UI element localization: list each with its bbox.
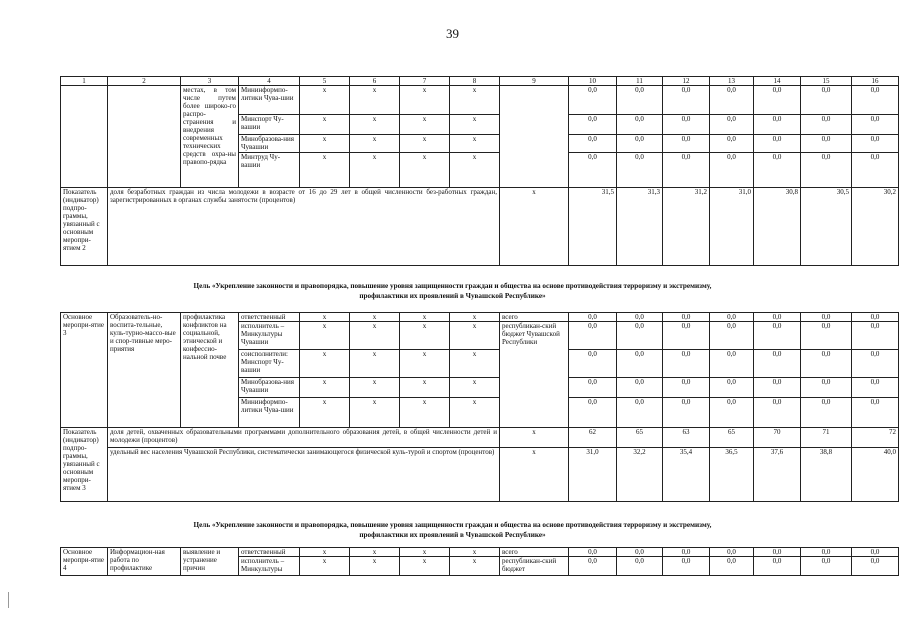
value-cell: 0,0	[569, 153, 617, 188]
value-cell: 62	[569, 428, 617, 448]
x-cell: x	[350, 115, 400, 135]
x-cell: x	[350, 350, 400, 378]
col-num: 9	[500, 77, 569, 86]
x-cell: x	[500, 428, 569, 448]
value-cell: 0,0	[617, 86, 663, 115]
x-cell: x	[400, 398, 450, 428]
x-cell: x	[400, 115, 450, 135]
value-cell: 0,0	[754, 398, 801, 428]
value-cell: 30,2	[852, 188, 899, 266]
source-cell: республикан-ский бюджет	[500, 557, 569, 576]
value-cell: 0,0	[754, 135, 801, 153]
value-cell: 31,0	[710, 188, 754, 266]
value-cell: 0,0	[852, 548, 899, 557]
x-cell: x	[300, 86, 350, 115]
value-cell: 35,4	[663, 448, 710, 502]
value-cell: 0,0	[852, 378, 899, 398]
value-cell: 30,5	[801, 188, 852, 266]
x-cell: x	[300, 115, 350, 135]
org-cell: ответственный	[239, 548, 300, 557]
x-cell: x	[350, 86, 400, 115]
value-cell: 0,0	[852, 398, 899, 428]
x-cell: x	[400, 86, 450, 115]
value-cell: 0,0	[852, 115, 899, 135]
value-cell: 65	[710, 428, 754, 448]
x-cell: x	[400, 135, 450, 153]
indicator-row	[61, 188, 899, 266]
value-cell: 0,0	[663, 135, 710, 153]
goal-heading-line: профилактики их проявлений в Чувашской Республике»	[359, 531, 546, 539]
x-cell: x	[450, 557, 500, 576]
x-cell: x	[450, 350, 500, 378]
x-cell: x	[300, 378, 350, 398]
org-cell: Минобразова-ния Чувашии	[239, 378, 300, 398]
x-cell: x	[350, 322, 400, 350]
value-cell: 0,0	[663, 548, 710, 557]
value-cell: 0,0	[852, 557, 899, 576]
x-cell: x	[350, 557, 400, 576]
indicator-row	[61, 428, 899, 448]
value-cell: 0,0	[754, 86, 801, 115]
value-cell: 37,6	[754, 448, 801, 502]
value-cell: 0,0	[710, 350, 754, 378]
value-cell: 0,0	[801, 135, 852, 153]
goal-heading-line: профилактики их проявлений в Чувашской Республике»	[359, 292, 546, 300]
value-cell: 0,0	[801, 322, 852, 350]
org-cell: Мининформпо-литики Чува-шии	[239, 86, 300, 115]
value-cell: 0,0	[710, 398, 754, 428]
value-cell: 0,0	[710, 115, 754, 135]
indicator-label: Показатель (индикатор) подпро-граммы, увязанный с основным меропри-ятием 3	[61, 428, 108, 502]
x-cell: x	[400, 548, 450, 557]
indicator-text: доля безработных граждан из числа молодежи в возрасте от 16 до 29 лет в общей численности без-работных граждан, зарегистрированных в органах службы занятости (процентов)	[108, 188, 500, 266]
value-cell: 0,0	[617, 350, 663, 378]
x-cell: x	[400, 378, 450, 398]
x-cell: x	[400, 557, 450, 576]
measure-name: Образователь-но-воспита-тельные, куль-турно-массо-вые и спор-тивные меро-приятия	[108, 313, 181, 428]
x-cell: x	[400, 313, 450, 322]
page-number: 39	[446, 26, 459, 41]
col-num: 7	[400, 77, 450, 86]
value-cell: 0,0	[801, 378, 852, 398]
column-numbers-row	[61, 77, 899, 86]
value-cell: 0,0	[569, 350, 617, 378]
x-cell: x	[450, 313, 500, 322]
value-cell: 0,0	[569, 548, 617, 557]
x-cell: x	[450, 153, 500, 188]
value-cell: 0,0	[710, 313, 754, 322]
x-cell: x	[300, 135, 350, 153]
x-cell: x	[400, 350, 450, 378]
table-part-3	[60, 547, 899, 576]
value-cell: 0,0	[569, 86, 617, 115]
col-num: 14	[754, 77, 801, 86]
value-cell: 0,0	[710, 557, 754, 576]
value-cell: 0,0	[852, 313, 899, 322]
x-cell: x	[300, 398, 350, 428]
col-num: 1	[61, 77, 108, 86]
table-row	[61, 548, 899, 557]
value-cell: 0,0	[663, 313, 710, 322]
value-cell: 0,0	[617, 115, 663, 135]
value-cell: 0,0	[663, 378, 710, 398]
measure-name: Информацион-ная работа по профилактике	[108, 548, 181, 576]
table-part-2	[60, 312, 899, 502]
x-cell: x	[300, 313, 350, 322]
value-cell: 0,0	[852, 153, 899, 188]
goal-heading-line: Цель «Укрепление законности и правопорядка, повышение уровня защищенности граждан и общества на основе противодействия терроризму и экстремизму,	[193, 521, 712, 529]
value-cell: 0,0	[801, 153, 852, 188]
org-cell: Минспорт Чу-вашии	[239, 115, 300, 135]
value-cell: 0,0	[710, 153, 754, 188]
col-num: 10	[569, 77, 617, 86]
value-cell: 72	[852, 428, 899, 448]
col-num: 13	[710, 77, 754, 86]
value-cell: 0,0	[569, 135, 617, 153]
org-cell: Минобразова-ния Чувашии	[239, 135, 300, 153]
value-cell: 0,0	[801, 557, 852, 576]
org-cell: исполнитель – Минкультуры Чувашии	[239, 322, 300, 350]
x-cell: x	[450, 86, 500, 115]
value-cell: 0,0	[663, 86, 710, 115]
x-cell: x	[350, 313, 400, 322]
org-cell: Мининформпо-литики Чува-шии	[239, 398, 300, 428]
value-cell: 36,5	[710, 448, 754, 502]
value-cell: 0,0	[617, 548, 663, 557]
source-cell: всего	[500, 548, 569, 557]
measure-label: Основное меропри-ятие 4	[61, 548, 108, 576]
x-cell: x	[300, 557, 350, 576]
x-cell: x	[350, 548, 400, 557]
table-row	[61, 313, 899, 322]
org-cell: исполнитель – Минкультуры	[239, 557, 300, 576]
indicator-label: Показатель (индикатор) подпро-граммы, увязанный с основным меропри-ятием 2	[61, 188, 108, 266]
x-cell: x	[300, 322, 350, 350]
value-cell: 38,8	[801, 448, 852, 502]
value-cell: 0,0	[801, 350, 852, 378]
x-cell: x	[450, 115, 500, 135]
indicator-text: удельный вес населения Чувашской Республики, систематически занимающегося физической куль-турой и спортом (процентов)	[108, 448, 500, 502]
value-cell: 31,2	[663, 188, 710, 266]
x-cell: x	[450, 322, 500, 350]
org-cell: ответственный	[239, 313, 300, 322]
measure-text: выявление и устранение причин	[181, 548, 239, 576]
value-cell: 0,0	[852, 322, 899, 350]
value-cell: 0,0	[754, 557, 801, 576]
value-cell: 0,0	[663, 153, 710, 188]
x-cell: x	[450, 398, 500, 428]
col-num: 5	[300, 77, 350, 86]
table-row	[61, 86, 899, 115]
value-cell: 0,0	[710, 86, 754, 115]
cell-empty	[61, 86, 108, 188]
value-cell: 0,0	[754, 378, 801, 398]
value-cell: 0,0	[663, 115, 710, 135]
x-cell: x	[350, 398, 400, 428]
col-num: 6	[350, 77, 400, 86]
value-cell: 0,0	[754, 115, 801, 135]
goal-heading	[0, 281, 905, 301]
value-cell: 0,0	[801, 548, 852, 557]
measure-text: профилактика конфликтов на социальной, этнической и конфессио-нальной почве	[181, 313, 239, 428]
x-cell: x	[400, 153, 450, 188]
org-cell: соисполнители: Минспорт Чу-вашии	[239, 350, 300, 378]
value-cell: 0,0	[569, 322, 617, 350]
measure-text: местах, в том числе путем более широко-го распро-странения и внедрения современных технических средств охра-ны правопо-рядка	[181, 86, 239, 188]
value-cell: 0,0	[569, 557, 617, 576]
value-cell: 0,0	[617, 135, 663, 153]
indicator-text: доля детей, охваченных образовательными программами дополнительного образования детей, в общей численности детей и молодежи (процентов)	[108, 428, 500, 448]
x-cell: x	[350, 153, 400, 188]
x-cell: x	[450, 135, 500, 153]
source-cell: республикан-ский бюджет Чувашской Республики	[500, 322, 569, 428]
measure-label: Основное меропри-ятие 3	[61, 313, 108, 428]
value-cell: 0,0	[617, 398, 663, 428]
value-cell: 0,0	[754, 350, 801, 378]
x-cell: x	[500, 188, 569, 266]
value-cell: 0,0	[617, 378, 663, 398]
value-cell: 0,0	[617, 557, 663, 576]
value-cell: 0,0	[617, 313, 663, 322]
value-cell: 63	[663, 428, 710, 448]
value-cell: 0,0	[710, 378, 754, 398]
col-num: 12	[663, 77, 710, 86]
indicator-row	[61, 448, 899, 502]
x-cell: x	[450, 548, 500, 557]
goal-heading-line: Цель «Укрепление законности и правопорядка, повышение уровня защищенности граждан и общества на основе противодействия терроризму и экстремизму,	[193, 282, 712, 290]
value-cell: 0,0	[710, 548, 754, 557]
value-cell: 0,0	[569, 115, 617, 135]
x-cell: x	[300, 548, 350, 557]
value-cell: 0,0	[663, 322, 710, 350]
source-cell: всего	[500, 313, 569, 322]
value-cell: 0,0	[569, 398, 617, 428]
value-cell: 0,0	[754, 548, 801, 557]
value-cell: 0,0	[852, 135, 899, 153]
value-cell: 31,5	[569, 188, 617, 266]
col-num: 4	[239, 77, 300, 86]
value-cell: 0,0	[663, 350, 710, 378]
col-num: 16	[852, 77, 899, 86]
x-cell: x	[300, 153, 350, 188]
value-cell: 0,0	[569, 378, 617, 398]
col-num: 15	[801, 77, 852, 86]
value-cell: 65	[617, 428, 663, 448]
value-cell: 0,0	[801, 115, 852, 135]
cell-empty	[500, 86, 569, 188]
value-cell: 30,8	[754, 188, 801, 266]
value-cell: 0,0	[801, 86, 852, 115]
value-cell: 0,0	[617, 153, 663, 188]
value-cell: 0,0	[754, 313, 801, 322]
value-cell: 0,0	[852, 350, 899, 378]
value-cell: 32,2	[617, 448, 663, 502]
value-cell: 31,3	[617, 188, 663, 266]
col-num: 11	[617, 77, 663, 86]
value-cell: 71	[801, 428, 852, 448]
value-cell: 70	[754, 428, 801, 448]
value-cell: 0,0	[710, 322, 754, 350]
value-cell: 0,0	[754, 153, 801, 188]
x-cell: x	[300, 350, 350, 378]
value-cell: 0,0	[801, 313, 852, 322]
scan-margin-mark	[8, 592, 9, 608]
x-cell: x	[350, 378, 400, 398]
goal-heading	[0, 520, 905, 540]
value-cell: 0,0	[663, 557, 710, 576]
x-cell: x	[400, 322, 450, 350]
value-cell: 31,0	[569, 448, 617, 502]
value-cell: 0,0	[710, 135, 754, 153]
value-cell: 0,0	[663, 398, 710, 428]
col-num: 2	[108, 77, 181, 86]
org-cell: Минтруд Чу-вашии	[239, 153, 300, 188]
x-cell: x	[350, 135, 400, 153]
value-cell: 0,0	[852, 86, 899, 115]
table-part-1	[60, 76, 899, 266]
cell-empty	[108, 86, 181, 188]
value-cell: 0,0	[617, 322, 663, 350]
col-num: 3	[181, 77, 239, 86]
value-cell: 0,0	[754, 322, 801, 350]
x-cell: x	[500, 448, 569, 502]
x-cell: x	[450, 378, 500, 398]
value-cell: 0,0	[801, 398, 852, 428]
value-cell: 0,0	[569, 313, 617, 322]
value-cell: 40,0	[852, 448, 899, 502]
col-num: 8	[450, 77, 500, 86]
